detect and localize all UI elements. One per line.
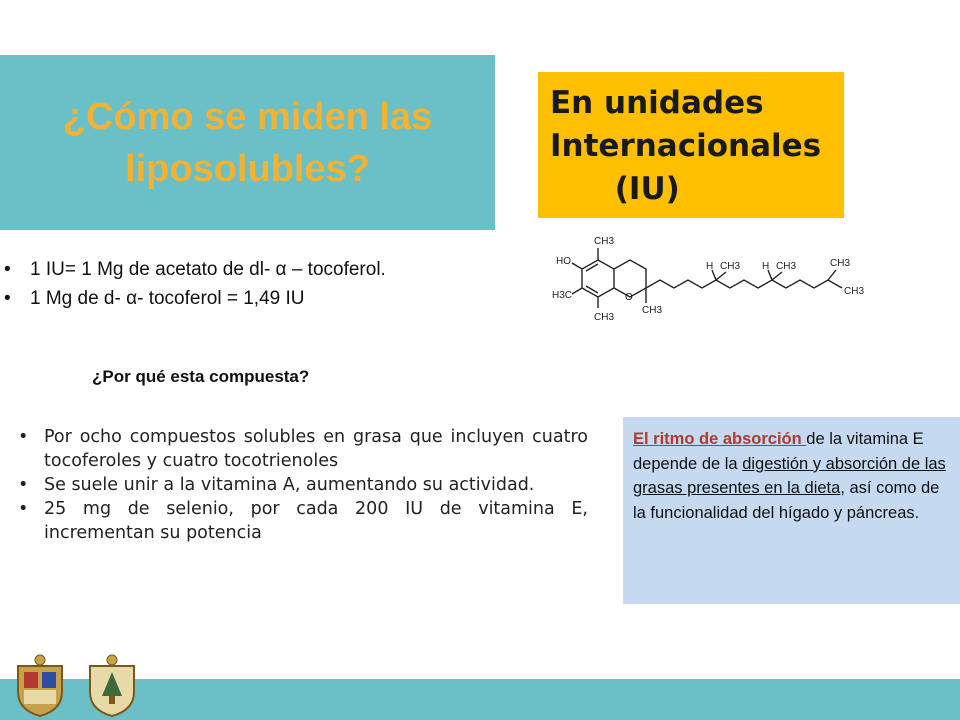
absorption-underlined: digestión y absorción de las grasas presentes en la dieta (633, 454, 946, 497)
label-ch3-4: CH3 (844, 286, 865, 297)
label-o: O (625, 292, 633, 303)
label-ch3-top: CH3 (594, 236, 615, 247)
units-text (550, 82, 821, 211)
units-line-1: En unidades (550, 85, 764, 121)
label-h-1: H (706, 261, 714, 272)
absorption-part-1: de la vitamina E depende de la (633, 430, 924, 473)
composition-item-3: • 25 mg de selenio, por cada 200 IU de vitamina E, incrementan su potencia (14, 497, 588, 545)
units-line-2: Internacionales (550, 128, 822, 164)
absorption-part-2: , así como de la funcionalidad del hígado y páncreas. (633, 479, 940, 522)
label-ch3-1: CH3 (720, 261, 741, 272)
faculty-crest-logo (82, 652, 142, 718)
label-ch3-3: CH3 (830, 258, 851, 269)
iu-fact-1: • 1 IU= 1 Mg de acetato de dl- α – tocoferol. (0, 255, 386, 284)
label-ch3-bottom: CH3 (594, 312, 615, 323)
absorption-highlight: El ritmo de absorción (633, 430, 807, 448)
iu-facts-list (0, 255, 386, 313)
composition-item-1: • Por ocho compuestos solubles en grasa que incluyen cuatro tocoferoles y cuatro tocotrienoles (14, 425, 588, 473)
label-ho: HO (556, 256, 571, 267)
composition-list (14, 425, 588, 545)
tocopherol-structure-diagram (548, 228, 868, 328)
units-line-3: (IU) (614, 171, 680, 207)
footer-bar (0, 679, 960, 720)
label-ch3-2: CH3 (776, 261, 797, 272)
label-h3c: H3C (552, 290, 573, 301)
composition-item-2: • Se suele unir a la vitamina A, aumentando su actividad. (14, 473, 588, 497)
absorption-text (633, 427, 951, 525)
absorption-box (623, 417, 960, 604)
iu-fact-2: • 1 Mg de d- α- tocoferol = 1,49 IU (0, 284, 386, 313)
university-crest-logo (10, 652, 70, 718)
question-heading: ¿Por qué esta compuesta? (92, 367, 310, 386)
slide-title: ¿Cómo se miden las liposolubles? (62, 95, 433, 190)
label-h-2: H (762, 261, 770, 272)
title-banner (0, 55, 495, 230)
label-ch3-chain: CH3 (642, 305, 663, 316)
units-box (538, 72, 844, 218)
